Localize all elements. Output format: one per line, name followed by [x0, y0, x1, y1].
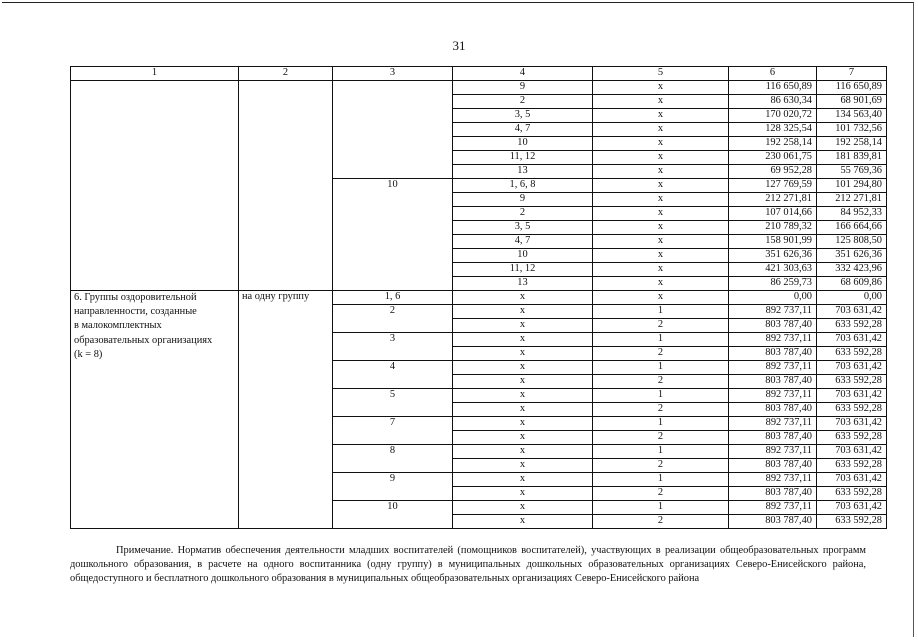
table-cell: x	[453, 389, 593, 403]
basis-cell: на одну группу	[239, 291, 333, 529]
value-cell: 703 631,42	[817, 333, 887, 347]
col3-cell: 2	[333, 305, 453, 333]
table-cell: 11, 12	[453, 263, 593, 277]
value-cell: 421 303,63	[729, 263, 817, 277]
value-cell: 158 901,99	[729, 235, 817, 249]
value-cell: 892 737,11	[729, 389, 817, 403]
value-cell: 703 631,42	[817, 417, 887, 431]
table-cell: 2	[453, 207, 593, 221]
table-cell: x	[453, 501, 593, 515]
value-cell: 0,00	[729, 291, 817, 305]
value-cell: 892 737,11	[729, 417, 817, 431]
value-cell: 116 650,89	[729, 81, 817, 95]
value-cell: 703 631,42	[817, 445, 887, 459]
table-cell: x	[453, 459, 593, 473]
value-cell: 86 259,73	[729, 277, 817, 291]
value-cell: 892 737,11	[729, 445, 817, 459]
table-cell: x	[453, 347, 593, 361]
table-cell: x	[453, 403, 593, 417]
col3-cell: 8	[333, 445, 453, 473]
table-cell: x	[593, 291, 729, 305]
table-cell: 1, 6, 8	[453, 179, 593, 193]
table-cell: x	[453, 473, 593, 487]
value-cell: 192 258,14	[729, 137, 817, 151]
table-cell: 1	[593, 361, 729, 375]
value-cell: 69 952,28	[729, 165, 817, 179]
table-cell: 2	[593, 459, 729, 473]
value-cell: 107 014,66	[729, 207, 817, 221]
col3-cell: 9	[333, 473, 453, 501]
group-name-line: (k = 8)	[74, 348, 103, 360]
table-cell: 1	[593, 389, 729, 403]
value-cell: 192 258,14	[817, 137, 887, 151]
value-cell: 84 952,33	[817, 207, 887, 221]
table-cell: 2	[453, 95, 593, 109]
value-cell: 633 592,28	[817, 431, 887, 445]
value-cell: 68 901,69	[817, 95, 887, 109]
basis-cell-continued	[239, 81, 333, 291]
value-cell: 633 592,28	[817, 487, 887, 501]
table-cell: x	[593, 263, 729, 277]
table-cell: 2	[593, 403, 729, 417]
table-cell: x	[593, 179, 729, 193]
table-cell: 1	[593, 445, 729, 459]
table-cell: 4, 7	[453, 123, 593, 137]
value-cell: 633 592,28	[817, 515, 887, 529]
col3-cell: 10	[333, 179, 453, 291]
value-cell: 332 423,96	[817, 263, 887, 277]
table-cell: 3, 5	[453, 109, 593, 123]
value-cell: 166 664,66	[817, 221, 887, 235]
value-cell: 101 294,80	[817, 179, 887, 193]
table-cell: x	[453, 375, 593, 389]
group-name-line: в малокомплектных	[74, 320, 162, 332]
value-cell: 633 592,28	[817, 375, 887, 389]
value-cell: 68 609,86	[817, 277, 887, 291]
table-cell: x	[593, 221, 729, 235]
table-cell: x	[453, 417, 593, 431]
table-cell: 2	[593, 347, 729, 361]
table-cell: x	[593, 277, 729, 291]
table-cell: 1	[593, 333, 729, 347]
table-cell: 10	[453, 249, 593, 263]
value-cell: 210 789,32	[729, 221, 817, 235]
table-cell: x	[593, 249, 729, 263]
group-name-line: образовательных организациях	[74, 334, 213, 346]
col3-cell: 5	[333, 389, 453, 417]
table-cell: 2	[593, 431, 729, 445]
value-cell: 892 737,11	[729, 473, 817, 487]
group-name-cell	[71, 291, 239, 529]
column-header: 1	[71, 67, 239, 81]
value-cell: 181 839,81	[817, 151, 887, 165]
value-cell: 0,00	[817, 291, 887, 305]
value-cell: 633 592,28	[817, 347, 887, 361]
value-cell: 127 769,59	[729, 179, 817, 193]
value-cell: 55 769,36	[817, 165, 887, 179]
value-cell: 803 787,40	[729, 375, 817, 389]
value-cell: 803 787,40	[729, 487, 817, 501]
table-cell: 1	[593, 417, 729, 431]
value-cell: 892 737,11	[729, 305, 817, 319]
value-cell: 116 650,89	[817, 81, 887, 95]
value-cell: 892 737,11	[729, 501, 817, 515]
group-name-line: направленности, созданные	[74, 306, 197, 318]
group-cell-continued	[71, 81, 239, 291]
table-cell: x	[453, 515, 593, 529]
table-cell: x	[453, 487, 593, 501]
value-cell: 703 631,42	[817, 305, 887, 319]
table-cell: x	[593, 235, 729, 249]
value-cell: 128 325,54	[729, 123, 817, 137]
table-cell: x	[593, 109, 729, 123]
value-cell: 803 787,40	[729, 459, 817, 473]
table-cell: 2	[593, 319, 729, 333]
table-cell: x	[453, 445, 593, 459]
value-cell: 803 787,40	[729, 431, 817, 445]
table-cell: x	[453, 291, 593, 305]
value-cell: 892 737,11	[729, 361, 817, 375]
col3-cell: 4	[333, 361, 453, 389]
table-cell: x	[593, 207, 729, 221]
value-cell: 703 631,42	[817, 501, 887, 515]
value-cell: 703 631,42	[817, 473, 887, 487]
norm-table	[70, 66, 887, 529]
table-cell: x	[453, 305, 593, 319]
col3-cell-continued	[333, 81, 453, 179]
table-cell: x	[593, 95, 729, 109]
value-cell: 101 732,56	[817, 123, 887, 137]
value-cell: 703 631,42	[817, 361, 887, 375]
table-cell: x	[453, 319, 593, 333]
table-cell: x	[453, 361, 593, 375]
value-cell: 892 737,11	[729, 333, 817, 347]
value-cell: 134 563,40	[817, 109, 887, 123]
value-cell: 803 787,40	[729, 403, 817, 417]
table-cell: 2	[593, 515, 729, 529]
column-header: 7	[817, 67, 887, 81]
table-cell: 1	[593, 501, 729, 515]
table-cell: x	[593, 81, 729, 95]
group-name-line: 6. Группы оздоровительной	[74, 292, 197, 303]
table-cell: 13	[453, 277, 593, 291]
value-cell: 86 630,34	[729, 95, 817, 109]
table-cell: 2	[593, 375, 729, 389]
value-cell: 351 626,36	[729, 249, 817, 263]
note-paragraph	[70, 544, 866, 586]
value-cell: 803 787,40	[729, 319, 817, 333]
table-cell: x	[593, 137, 729, 151]
table-cell: 4, 7	[453, 235, 593, 249]
column-header: 3	[333, 67, 453, 81]
value-cell: 633 592,28	[817, 403, 887, 417]
table-cell: 11, 12	[453, 151, 593, 165]
value-cell: 633 592,28	[817, 319, 887, 333]
table-cell: x	[593, 165, 729, 179]
table-cell: x	[593, 151, 729, 165]
table-cell: 1	[593, 473, 729, 487]
table-cell: 13	[453, 165, 593, 179]
column-header: 5	[593, 67, 729, 81]
value-cell: 170 020,72	[729, 109, 817, 123]
table-cell: 1	[593, 305, 729, 319]
column-header: 2	[239, 67, 333, 81]
column-header: 4	[453, 67, 593, 81]
value-cell: 125 808,50	[817, 235, 887, 249]
table-cell: 9	[453, 193, 593, 207]
value-cell: 803 787,40	[729, 347, 817, 361]
value-cell: 633 592,28	[817, 459, 887, 473]
value-cell: 230 061,75	[729, 151, 817, 165]
col3-cell: 7	[333, 417, 453, 445]
table-cell: 3, 5	[453, 221, 593, 235]
value-cell: 703 631,42	[817, 389, 887, 403]
value-cell: 212 271,81	[817, 193, 887, 207]
column-header: 6	[729, 67, 817, 81]
table-cell: x	[453, 333, 593, 347]
table-cell: 10	[453, 137, 593, 151]
table-header-row	[71, 67, 887, 81]
page-number: 31	[452, 38, 466, 53]
col3-cell: 3	[333, 333, 453, 361]
value-cell: 351 626,36	[817, 249, 887, 263]
note-text: Примечание. Норматив обеспечения деятельности младших воспитателей (помощников воспитателей), участвующих в реализации общеобразовательных программ дошкольного образования, в расчете на одного воспитанника (одну группу) в муниципальных дошкольных образовательных организациях Северо-Енисейского района, общедоступного и бесплатного дошкольного образования в муниципальных общеобразовательных организациях Северо-Енисейского района	[70, 545, 866, 584]
table-row	[71, 291, 887, 305]
col3-cell: 10	[333, 501, 453, 529]
value-cell: 803 787,40	[729, 515, 817, 529]
value-cell: 212 271,81	[729, 193, 817, 207]
table-row	[71, 81, 887, 95]
table-cell: 2	[593, 487, 729, 501]
table-cell: 1, 6	[333, 291, 453, 305]
table-cell: x	[453, 431, 593, 445]
table-cell: x	[593, 193, 729, 207]
table-cell: x	[593, 123, 729, 137]
table-cell: 9	[453, 81, 593, 95]
